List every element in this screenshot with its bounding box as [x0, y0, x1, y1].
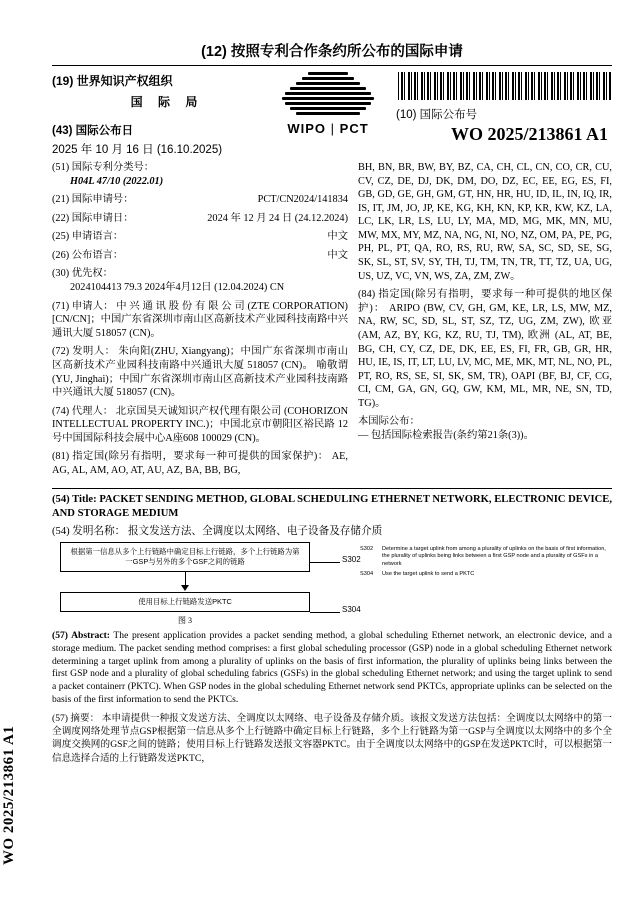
abstract-en	[52, 630, 612, 707]
pct-wordmark-text: PCT	[339, 121, 369, 136]
title-cn-text: 报文发送方法、全调度以太网络、电子设备及存储介质	[127, 526, 383, 538]
regional-states-value: ARIPO (BW, CV, GH, GM, KE, LR, LS, MW, MZ, NA, RW, SC, SD, SL, ST, SZ, TZ, UG, ZM, ZW), 欧亚 (AM, AZ, BY, KG, KZ, RU, TJ, TM), 欧洲 (AL, AT, BE, BG, CH, CY, CZ, DE, DK, EE, ES, FI, FR, GB, GR, HR, HU, IE, IS, IT, LT, LU, LV, MC, ME, MK, MT, NL, NO, PL, PT, RO, RS, SE, SI, SK, SM, TR), OAPI (BF, BJ, CF, CG, CI, CM, GA, GN, GQ, GW, KM, ML, MR, NE, SN, TD, TG)。	[358, 302, 612, 409]
applicant-value: 中 兴 通 讯 股 份 有 限 公 司 (ZTE CORPORATION) [CN/CN]；中国广东省深圳市南山区高新技术产业园科技南路中兴通讯大厦 518057 (CN)。	[52, 300, 348, 339]
title-divider	[52, 488, 612, 489]
biblio-right-column	[358, 161, 612, 483]
field-publication-notes	[358, 415, 612, 442]
field-priority	[52, 267, 348, 294]
header-right	[394, 72, 612, 145]
publication-number-label: (10) 国际公布号	[396, 109, 478, 121]
designated-states-label: (81) 指定国(除另有指明，要求每一种可提供的国家保护)：	[52, 451, 329, 463]
applicant-label: (71) 申请人：	[52, 300, 114, 312]
wipo-org-line: (19) 世界知识产权组织	[52, 74, 173, 88]
application-number-value: PCT/CN2024/141834	[257, 194, 348, 206]
figure-3	[52, 542, 612, 626]
publication-notes-label: 本国际公布：	[358, 416, 420, 428]
application-number-label: (21) 国际申请号：	[52, 194, 134, 206]
legend-item	[360, 546, 610, 568]
abstract-cn	[52, 712, 612, 766]
publication-notes-value: — 包括国际检索报告(条约第21条(3))。	[358, 429, 534, 441]
publication-date-value: 2025 年 10 月 16 日 (16.10.2025)	[52, 144, 223, 156]
header-block	[52, 72, 612, 157]
title-cn-code: (54) 发明名称：	[52, 526, 126, 538]
abstract-en-code: (57) Abstract:	[52, 630, 110, 642]
abstract-cn-text: 本申请提供一种报文发送方法、全调度以太网络、电子设备及存储介质。该报文发送方法包括：全调度以太网络中的第一全调度网络处理节点GSP根据第一信息从多个上行链路中确定目标上行链路，多个上行链路为第一GSP与全调度以太网络中的多个全调度交换网的GSF之间的链路；使用目标上行链路发送报文容器PKTC。由于全调度以太网络中的GSP在发送PKTC时，可以根据第一信息选择合适的上行链路发送PKTC，	[52, 712, 612, 764]
pct-title-12: (12) 按照专利合作条约所公布的国际申请	[201, 44, 463, 60]
abstract-cn-code: (57) 摘要：	[52, 712, 100, 724]
wipo-wordmark-text: WIPO	[287, 121, 327, 136]
publication-language-value: 中文	[327, 249, 348, 261]
priority-value: 2024104413 79.3 2024年4月12日 (12.04.2024) CN	[70, 282, 285, 294]
title-en-block	[52, 493, 612, 522]
barcode-image	[398, 72, 612, 100]
filing-date-value: 2024 年 12 月 24 日 (24.12.2024)	[207, 212, 348, 224]
field-filing-date	[52, 212, 348, 226]
step-2-leader-line	[310, 612, 340, 613]
flowchart-arrow-icon	[60, 572, 310, 592]
filing-date-label: (22) 国际申请日：	[52, 212, 134, 224]
agent-label: (74) 代理人：	[52, 405, 114, 417]
field-ipc	[52, 161, 348, 188]
legend-code: S302	[360, 546, 374, 553]
legend-code: S304	[360, 570, 374, 577]
publication-language-label: (26) 公布语言：	[52, 249, 124, 261]
ipc-label: (51) 国际专利分类号：	[52, 162, 155, 173]
top-divider	[52, 65, 612, 66]
field-regional-states	[358, 288, 612, 410]
wipo-logo-block	[269, 72, 387, 136]
publication-number-value: WO 2025/213861 A1	[450, 124, 608, 144]
step-2-tag: S304	[342, 605, 361, 615]
figure-flowchart	[52, 542, 360, 626]
title-cn-block	[52, 523, 612, 538]
ipc-value: H04L 47/10 (2022.01)	[70, 175, 164, 187]
abstract-en-text: The present application provides a packet sending method, a global scheduling Ethernet network, an electronic device, and a storage medium. The packet sending method comprises: a first global scheduling processor (GSP) node in a global scheduling Ethernet network determining a target uplink from among a plurality of uplinks on the basis of first information, the plurality of uplinks being links between the first GSP node and a plurality of global scheduling fabrics (GSFs) in the global scheduling Ethernet network; and using the target uplink to send a packet containerr (PKTC). When GSP nodes in the global scheduling Ethernet network send PKTCs, appropriate uplinks can be selected on the basis of the first information to send the PKTCs.	[52, 630, 613, 705]
page-content	[52, 40, 612, 765]
step-1-tag: S302	[342, 555, 361, 565]
wordmark-separator: |	[330, 121, 336, 136]
figure-legend	[360, 542, 610, 626]
inventors-value: 朱向阳(ZHU, Xiangyang)；中国广东省深圳市南山区高新技术产业园科技南路中兴通讯大厦 518057 (CN)。 喻敬谓(YU, Jinghai)；中国广东省深圳市南山区高新技术产业园科技南路中兴通讯大厦 518057 (CN)。	[52, 346, 348, 399]
step-1-leader-line	[310, 562, 340, 563]
vertical-publication-number: WO 2025/213861 A1	[1, 725, 17, 865]
agent-value: 北京国昊天诚知识产权代理有限公司 (COHORIZON INTELLECTUAL PROPERTY INC.)；中国北京市朝阳区裕民路 12 号中国国际科技会展中心A座608 100029 (CN)。	[52, 405, 349, 444]
legend-item	[360, 571, 610, 578]
field-applicant	[52, 300, 348, 341]
header-left	[52, 72, 262, 157]
designated-states-value: AE, AG, AL, AM, AO, AT, AU, AZ, BA, BB, BG,	[52, 451, 349, 476]
inventors-label: (72) 发明人：	[52, 346, 116, 358]
filing-language-label: (25) 申请语言：	[52, 231, 124, 243]
flowchart-step-1-box: 根据第一信息从多个上行链路中确定目标上行链路，多个上行链路为第一GSP与另外的多个GSF之间的链路	[60, 542, 310, 572]
wipo-logo-icon	[282, 72, 374, 118]
field-inventors	[52, 345, 348, 399]
legend-text: Determine a target uplink from among a plurality of uplinks on the basis of first information, the plurality of uplinks being links between a first GSP node and a plurality of GSFs in a network	[382, 546, 606, 567]
biblio-left-column	[52, 161, 358, 483]
title-en-text: PACKET SENDING METHOD, GLOBAL SCHEDULING ETHERNET NETWORK, ELECTRONIC DEVICE, AND STORAGE MEDIUM	[52, 493, 612, 519]
legend-text: Use the target uplink to send a PKTC	[382, 570, 475, 577]
field-application-number	[52, 193, 348, 207]
filing-language-value: 中文	[327, 231, 348, 243]
title-en-code: (54) Title:	[52, 493, 97, 505]
priority-label: (30) 优先权：	[52, 268, 113, 280]
regional-states-label: (84) 指定国(除另有指明，要求每一种可提供的地区保护)：	[358, 289, 612, 314]
field-designated-states	[52, 450, 348, 477]
international-bureau-line: 国 际 局	[130, 95, 204, 109]
field-filing-language	[52, 230, 348, 244]
wipo-pct-wordmark	[269, 121, 387, 136]
publication-date-label: (43) 国际公布日	[52, 125, 134, 137]
designated-states-continued: BH, BN, BR, BW, BY, BZ, CA, CH, CL, CN, CO, CR, CU, CV, CZ, DE, DJ, DK, DM, DO, DZ, EC, EE, EG, ES, FI, GB, GD, GE, GH, GM, GT, HN, HR, HU, ID, IL, IN, IQ, IR, IS, IT, JM, JO, JP, KE, KG, KH, KN, KP, KR, KW, KZ, LA, LC, LK, LR, LS, LU, LY, MA, MD, MG, MK, MN, MU, MW, MX, MY, MZ, NA, NG, NI, NO, NZ, OM, PA, PE, PG, PH, PL, PT, QA, RO, RS, RU, RW, SA, SC, SD, SE, SG, SK, SL, ST, SV, SY, TH, TJ, TM, TN, TR, TT, TZ, UA, UG, US, UZ, VC, VN, WS, ZA, ZM, ZW。	[358, 162, 612, 282]
bibliographic-data	[52, 161, 612, 483]
flowchart-step-2-box: 使用目标上行链路发送PKTC	[60, 592, 310, 612]
field-publication-language	[52, 249, 348, 263]
field-agent	[52, 405, 348, 446]
figure-caption: 图 3	[178, 616, 192, 626]
